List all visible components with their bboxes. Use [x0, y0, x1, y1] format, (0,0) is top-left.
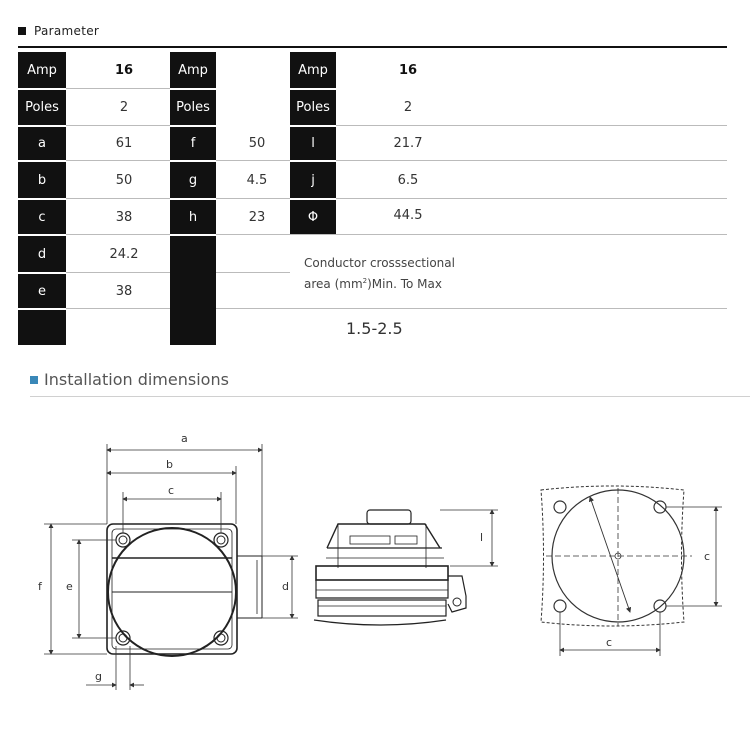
dim-label-c: c — [168, 484, 175, 497]
param-label-amp-3: Amp — [290, 52, 336, 88]
dim-label-a: a — [181, 432, 188, 445]
row-divider — [336, 125, 727, 126]
row-divider — [66, 234, 170, 235]
parameter-heading: Parameter — [18, 24, 99, 38]
dim-label-g: g — [95, 670, 102, 683]
param-label-e: e — [18, 274, 66, 308]
conductor-label: Conductor crosssectional area $(mm^2)Min$. To Max — [304, 256, 455, 291]
param-label-phi: Φ — [290, 200, 336, 234]
param-value-phi: 44.5 — [393, 207, 423, 223]
param-label-j: j — [290, 162, 336, 198]
row-divider — [216, 160, 290, 161]
param-label-empty — [18, 310, 66, 345]
param-value-poles-3: 2 — [403, 100, 413, 115]
dim-label-f: f — [38, 580, 42, 593]
param-value-poles: 2 — [119, 100, 129, 115]
parameter-divider — [18, 46, 727, 48]
row-divider — [66, 198, 170, 199]
side-view — [314, 510, 466, 625]
param-label-l: l — [290, 127, 336, 160]
dim-label-c-right: c — [704, 550, 711, 563]
param-value-l: 21.7 — [393, 136, 423, 151]
row-divider — [216, 272, 290, 273]
param-value-e: 38 — [115, 283, 133, 299]
installation-divider — [30, 396, 750, 397]
square-bullet-icon — [30, 376, 38, 384]
row-divider — [66, 272, 170, 273]
param-value-h: 23 — [248, 209, 266, 225]
param-label-amp-2: Amp — [170, 52, 216, 88]
param-label-a: a — [18, 127, 66, 160]
param-label-d: d — [18, 236, 66, 272]
param-label-c: c — [18, 200, 66, 234]
row-divider — [66, 88, 170, 89]
dim-label-d: d — [282, 580, 289, 593]
front-view — [107, 524, 262, 656]
row-divider — [66, 308, 170, 309]
param-value-amp: 16 — [114, 62, 134, 78]
dim-label-b: b — [166, 458, 173, 471]
param-label-poles-2: Poles — [170, 90, 216, 125]
square-bullet-icon — [18, 27, 26, 35]
param-value-a: 61 — [115, 136, 133, 151]
param-label-f: f — [170, 127, 216, 160]
row-divider — [336, 198, 727, 199]
row-divider — [216, 198, 290, 199]
param-label-amp: Amp — [18, 52, 66, 88]
param-label-poles-3: Poles — [290, 90, 336, 125]
param-label-h: h — [170, 200, 216, 234]
row-divider — [66, 125, 170, 126]
row-divider — [336, 160, 727, 161]
side-dimensions — [262, 510, 498, 618]
cutout-dimensions — [560, 507, 722, 656]
param-value-amp-3: 16 — [398, 62, 418, 78]
param-value-d: 24.2 — [109, 246, 139, 262]
conductor-range: 1.5-2.5 — [346, 319, 403, 338]
param-value-c: 38 — [115, 209, 133, 225]
row-divider — [66, 160, 170, 161]
param-value-b: 50 — [115, 172, 133, 188]
installation-heading: Installation dimensions — [30, 370, 229, 389]
param-label-poles: Poles — [18, 90, 66, 125]
param-label-empty-2 — [170, 236, 216, 345]
param-label-b: b — [18, 162, 66, 198]
row-divider — [216, 308, 727, 309]
dim-label-l: l — [480, 531, 484, 544]
param-value-f: 50 — [248, 136, 266, 151]
dim-label-e: e — [66, 580, 73, 593]
param-value-g: 4.5 — [246, 172, 268, 188]
installation-drawing — [0, 400, 750, 741]
param-label-g: g — [170, 162, 216, 198]
dim-label-c-bottom: c — [606, 636, 613, 649]
param-value-j: 6.5 — [397, 172, 419, 188]
row-divider — [216, 234, 290, 235]
row-divider — [290, 234, 727, 235]
